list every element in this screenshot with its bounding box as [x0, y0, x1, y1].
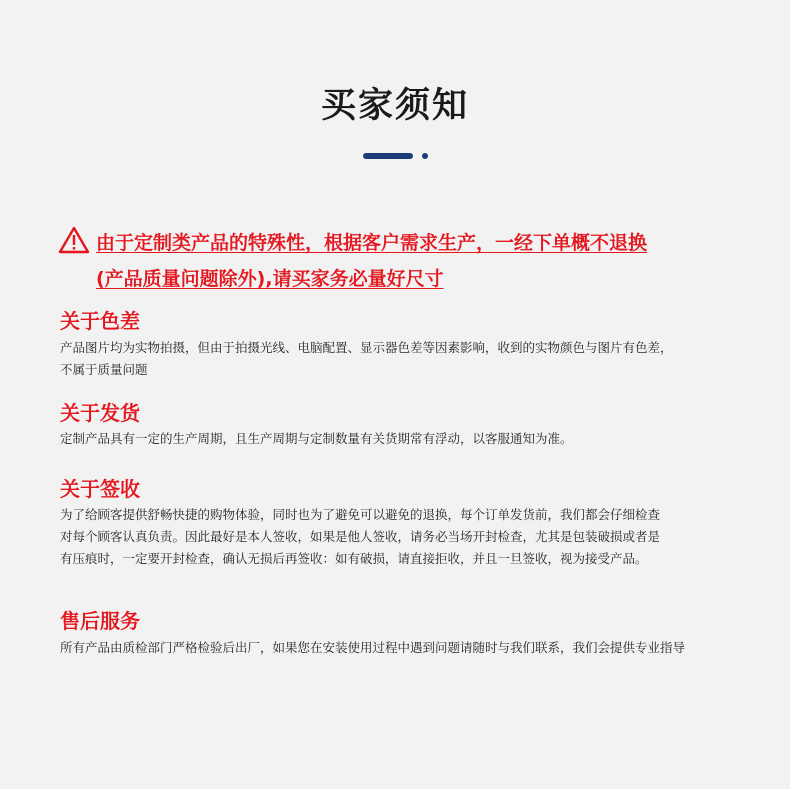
body-line: 产品图片均为实物拍摄，但由于拍摄光线、电脑配置、显示器色差等因素影响，收到的实物颜色与图片有色差，: [60, 340, 673, 355]
decoration-bar: [363, 153, 413, 159]
body-line: 为了给顾客提供舒畅快捷的购物体验，同时也为了避免可以避免的退换，每个订单发货前，我们都会仔细检查: [60, 507, 661, 522]
section-heading-receipt: 关于签收: [60, 477, 140, 501]
warning-line-2: (产品质量问题除外),请买家务必量好尺寸: [96, 268, 444, 290]
body-line: 对每个顾客认真负责。因此最好是本人签收，如果是他人签收，请务必当场开封检查，尤其是包装破损或者是: [60, 529, 661, 544]
section-body-receipt: [60, 504, 765, 570]
section-body-after-sales: [60, 637, 765, 659]
section-heading-color-difference: 关于色差: [60, 309, 140, 333]
body-line: 定制产品具有一定的生产周期，且生产周期与定制数量有关货期常有浮动，以客服通知为准。: [60, 431, 573, 446]
section-heading-after-sales: 售后服务: [60, 609, 140, 633]
section-body-shipping: [60, 428, 765, 450]
body-line: 不属于质量问题: [60, 362, 148, 377]
body-line: 所有产品由质检部门严格检验后出厂，如果您在安装使用过程中遇到问题请随时与我们联系，我们会提供专业指导: [60, 640, 686, 655]
warning-line-1: 由于定制类产品的特殊性，根据客户需求生产，一经下单概不退换: [96, 232, 648, 254]
warning-triangle-icon: [58, 226, 90, 254]
page-title: 买家须知: [320, 86, 469, 126]
body-line: 有压痕时，一定要开封检查，确认无损后再签收：如有破损，请直接拒收，并且一旦签收，视为接受产品。: [60, 551, 648, 566]
decoration-dot: [422, 153, 428, 159]
section-body-color-difference: [60, 337, 765, 381]
section-heading-shipping: 关于发货: [60, 401, 140, 425]
